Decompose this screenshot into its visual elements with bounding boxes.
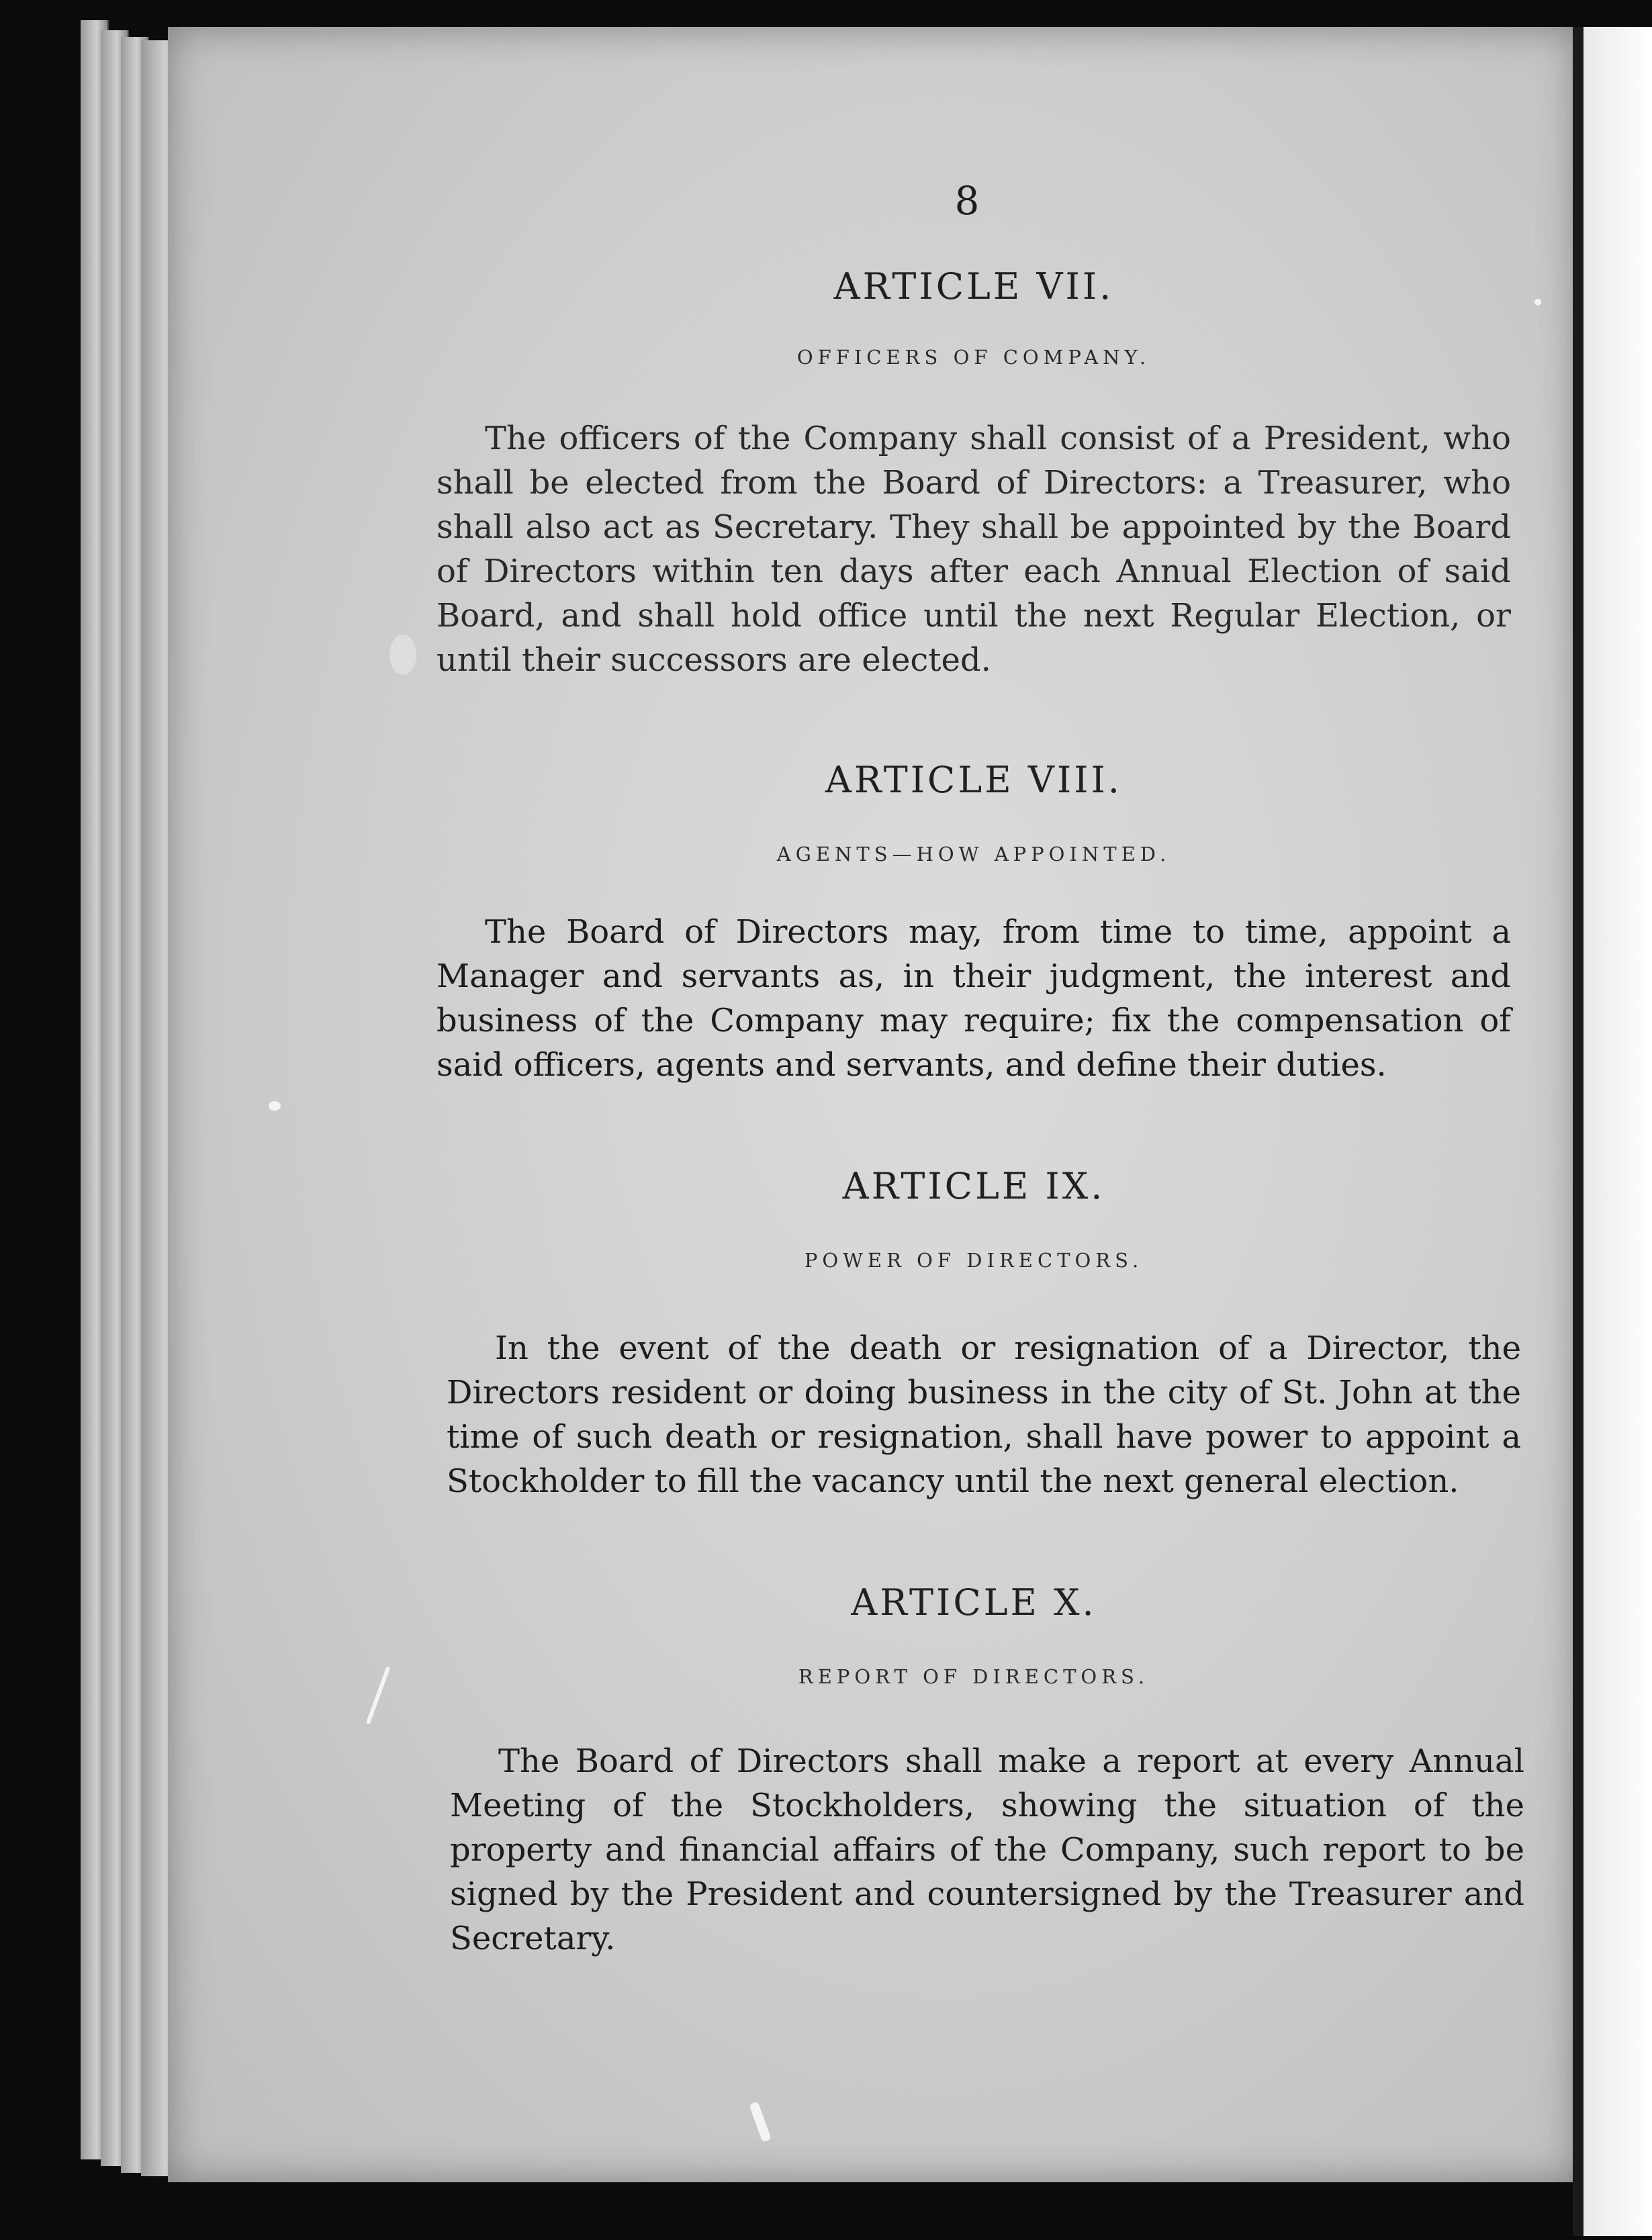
article-8-subtitle: AGENTS—HOW APPOINTED. bbox=[776, 843, 1171, 866]
article-9-subtitle: POWER OF DIRECTORS. bbox=[804, 1249, 1144, 1272]
scan-speck bbox=[389, 635, 416, 675]
page-number: 8 bbox=[954, 178, 980, 224]
article-8-title: ARTICLE VIII. bbox=[825, 759, 1122, 801]
article-7-title: ARTICLE VII. bbox=[833, 265, 1114, 308]
scan-speck bbox=[1534, 299, 1541, 306]
article-8-body: The Board of Directors may, from time to time, appoint a Manager and servants as, in their judgment, the interest and business of the Company may require; fix the compensation of said officers, agents and servants, and define their duties. bbox=[437, 913, 1511, 1084]
article-9-title: ARTICLE IX. bbox=[842, 1165, 1105, 1207]
adjacent-page bbox=[1584, 27, 1652, 2236]
article-10-body: The Board of Directors shall make a report at every Annual Meeting of the Stockholders, showing the situation of the property and financial affairs of the Company, such report to be signed by the President and countersigned by the Treasurer and Secretary. bbox=[450, 1742, 1524, 1957]
article-7-body: The officers of the Company shall consist of a President, who shall be elected from the Board of Directors: a Treasurer, who shall also act as Secretary. They shall be appointed by the Board of Directors within ten days after each Annual Election of said Board, and shall hold office until the next Regular Election, or until their successors are elected. bbox=[437, 420, 1511, 679]
page-gutter bbox=[1573, 27, 1584, 2236]
article-9-body: In the event of the death or resignation of a Director, the Directors resident or doing business in the city of St. John at the time of such death or resignation, shall have power to appoint a Stockholder to fill the vacancy until the next general election. bbox=[447, 1329, 1521, 1500]
article-7-subtitle: OFFICERS OF COMPANY. bbox=[796, 346, 1151, 369]
article-10-title: ARTICLE X. bbox=[851, 1581, 1097, 1624]
article-10-subtitle: REPORT OF DIRECTORS. bbox=[798, 1665, 1150, 1688]
scan-speck bbox=[269, 1101, 281, 1111]
